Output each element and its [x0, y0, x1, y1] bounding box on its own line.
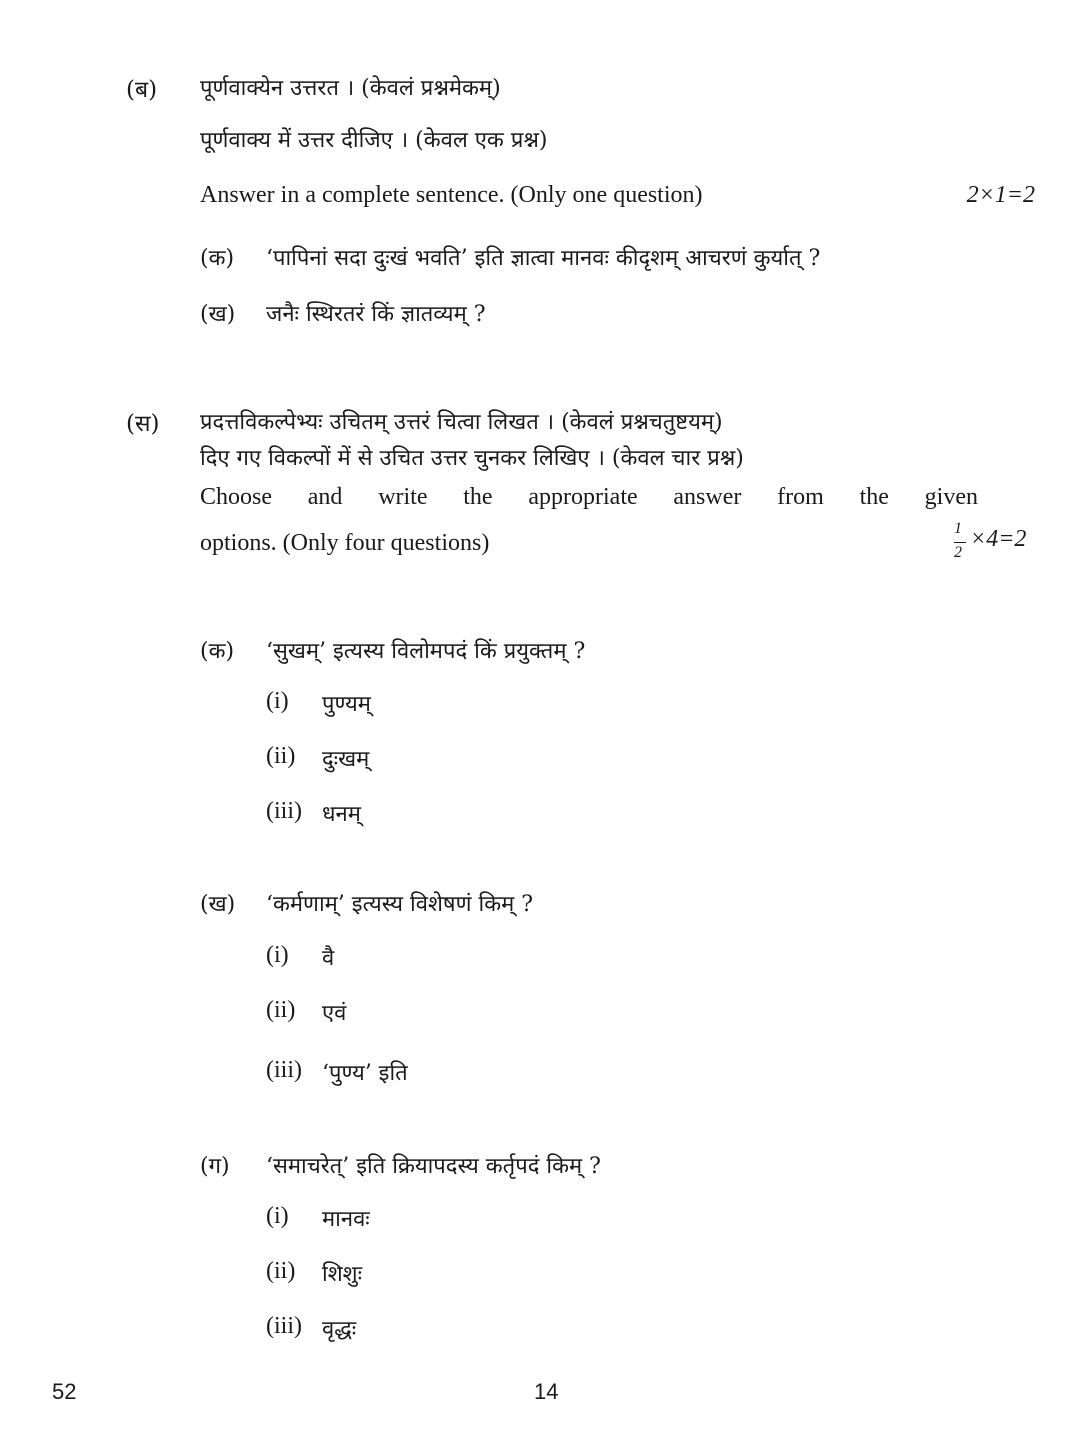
section-b-instruction-english: Answer in a complete sentence. (Only one question): [200, 182, 703, 208]
section-b-marks: 2×1=2: [966, 182, 1035, 208]
section-b-instruction-hindi: पूर्णवाक्य में उत्तर दीजिए । (केवल एक प्रश्न): [200, 128, 548, 153]
section-b-label: (ब): [126, 77, 158, 103]
word: appropriate: [528, 484, 638, 510]
option-label: (iii): [266, 1313, 302, 1339]
question-label: (ख): [200, 892, 236, 917]
section-c-instruction-sanskrit: प्रदत्तविकल्पेभ्यः उचितम् उत्तरं चित्वा लिखत । (केवलं प्रश्नचतुष्टयम्): [200, 410, 723, 435]
option-label: (i): [266, 942, 289, 968]
fraction-bar: [954, 542, 966, 543]
word: answer: [673, 484, 742, 510]
word: the: [463, 484, 493, 510]
option-text: वृद्धः: [322, 1317, 357, 1342]
question-label: (ग): [200, 1154, 230, 1179]
section-c-label: (स): [126, 411, 160, 437]
question-label: (क): [200, 246, 235, 271]
marks-multiplier: ×4=2: [970, 526, 1027, 552]
question-text: ‘सुखम्’ इत्यस्य विलोमपदं किं प्रयुक्तम् ?: [266, 639, 586, 664]
question-label: (क): [200, 639, 235, 664]
section-c-instruction-english-line1: [200, 484, 978, 511]
option-text: एवं: [322, 1001, 347, 1026]
page-number: 14: [534, 1379, 559, 1404]
section-c-instruction-english-line2: options. (Only four questions): [200, 530, 490, 556]
option-text: दुःखम्: [322, 747, 370, 772]
option-text: ‘पुण्य’ इति: [322, 1061, 408, 1086]
question-text: ‘समाचरेत्’ इति क्रियापदस्य कर्तृपदं किम् ?: [266, 1154, 601, 1179]
option-text: मानवः: [322, 1207, 370, 1232]
section-c-marks: [954, 520, 1036, 566]
marks-denominator: 2: [954, 544, 962, 561]
question-text: ‘कर्मणाम्’ इत्यस्य विशेषणं किम् ?: [266, 892, 534, 917]
word: given: [924, 484, 978, 510]
word: the: [859, 484, 889, 510]
word: from: [777, 484, 824, 510]
section-b-instruction-sanskrit: पूर्णवाक्येन उत्तरत । (केवलं प्रश्नमेकम्): [200, 76, 501, 101]
word: Choose: [200, 484, 272, 510]
option-text: धनम्: [322, 802, 361, 827]
option-text: शिशुः: [322, 1262, 363, 1287]
option-label: (i): [266, 1203, 289, 1229]
question-text: ‘पापिनां सदा दुःखं भवति’ इति ज्ञात्वा मानवः कीदृशम् आचरणं कुर्यात् ?: [266, 246, 821, 271]
option-label: (iii): [266, 1057, 302, 1083]
option-label: (iii): [266, 798, 302, 824]
option-text: पुण्यम्: [322, 692, 371, 717]
question-label: (ख): [200, 302, 236, 327]
question-text: जनैः स्थिरतरं किं ज्ञातव्यम् ?: [266, 302, 486, 327]
option-label: (i): [266, 688, 289, 714]
option-label: (ii): [266, 1258, 296, 1284]
option-label: (ii): [266, 997, 296, 1023]
word: write: [378, 484, 428, 510]
option-label: (ii): [266, 743, 296, 769]
paper-code: 52: [52, 1379, 77, 1404]
option-text: वै: [322, 946, 335, 971]
section-c-instruction-hindi: दिए गए विकल्पों में से उचित उत्तर चुनकर लिखिए । (केवल चार प्रश्न): [200, 446, 744, 471]
marks-numerator: 1: [954, 520, 962, 537]
word: and: [307, 484, 343, 510]
